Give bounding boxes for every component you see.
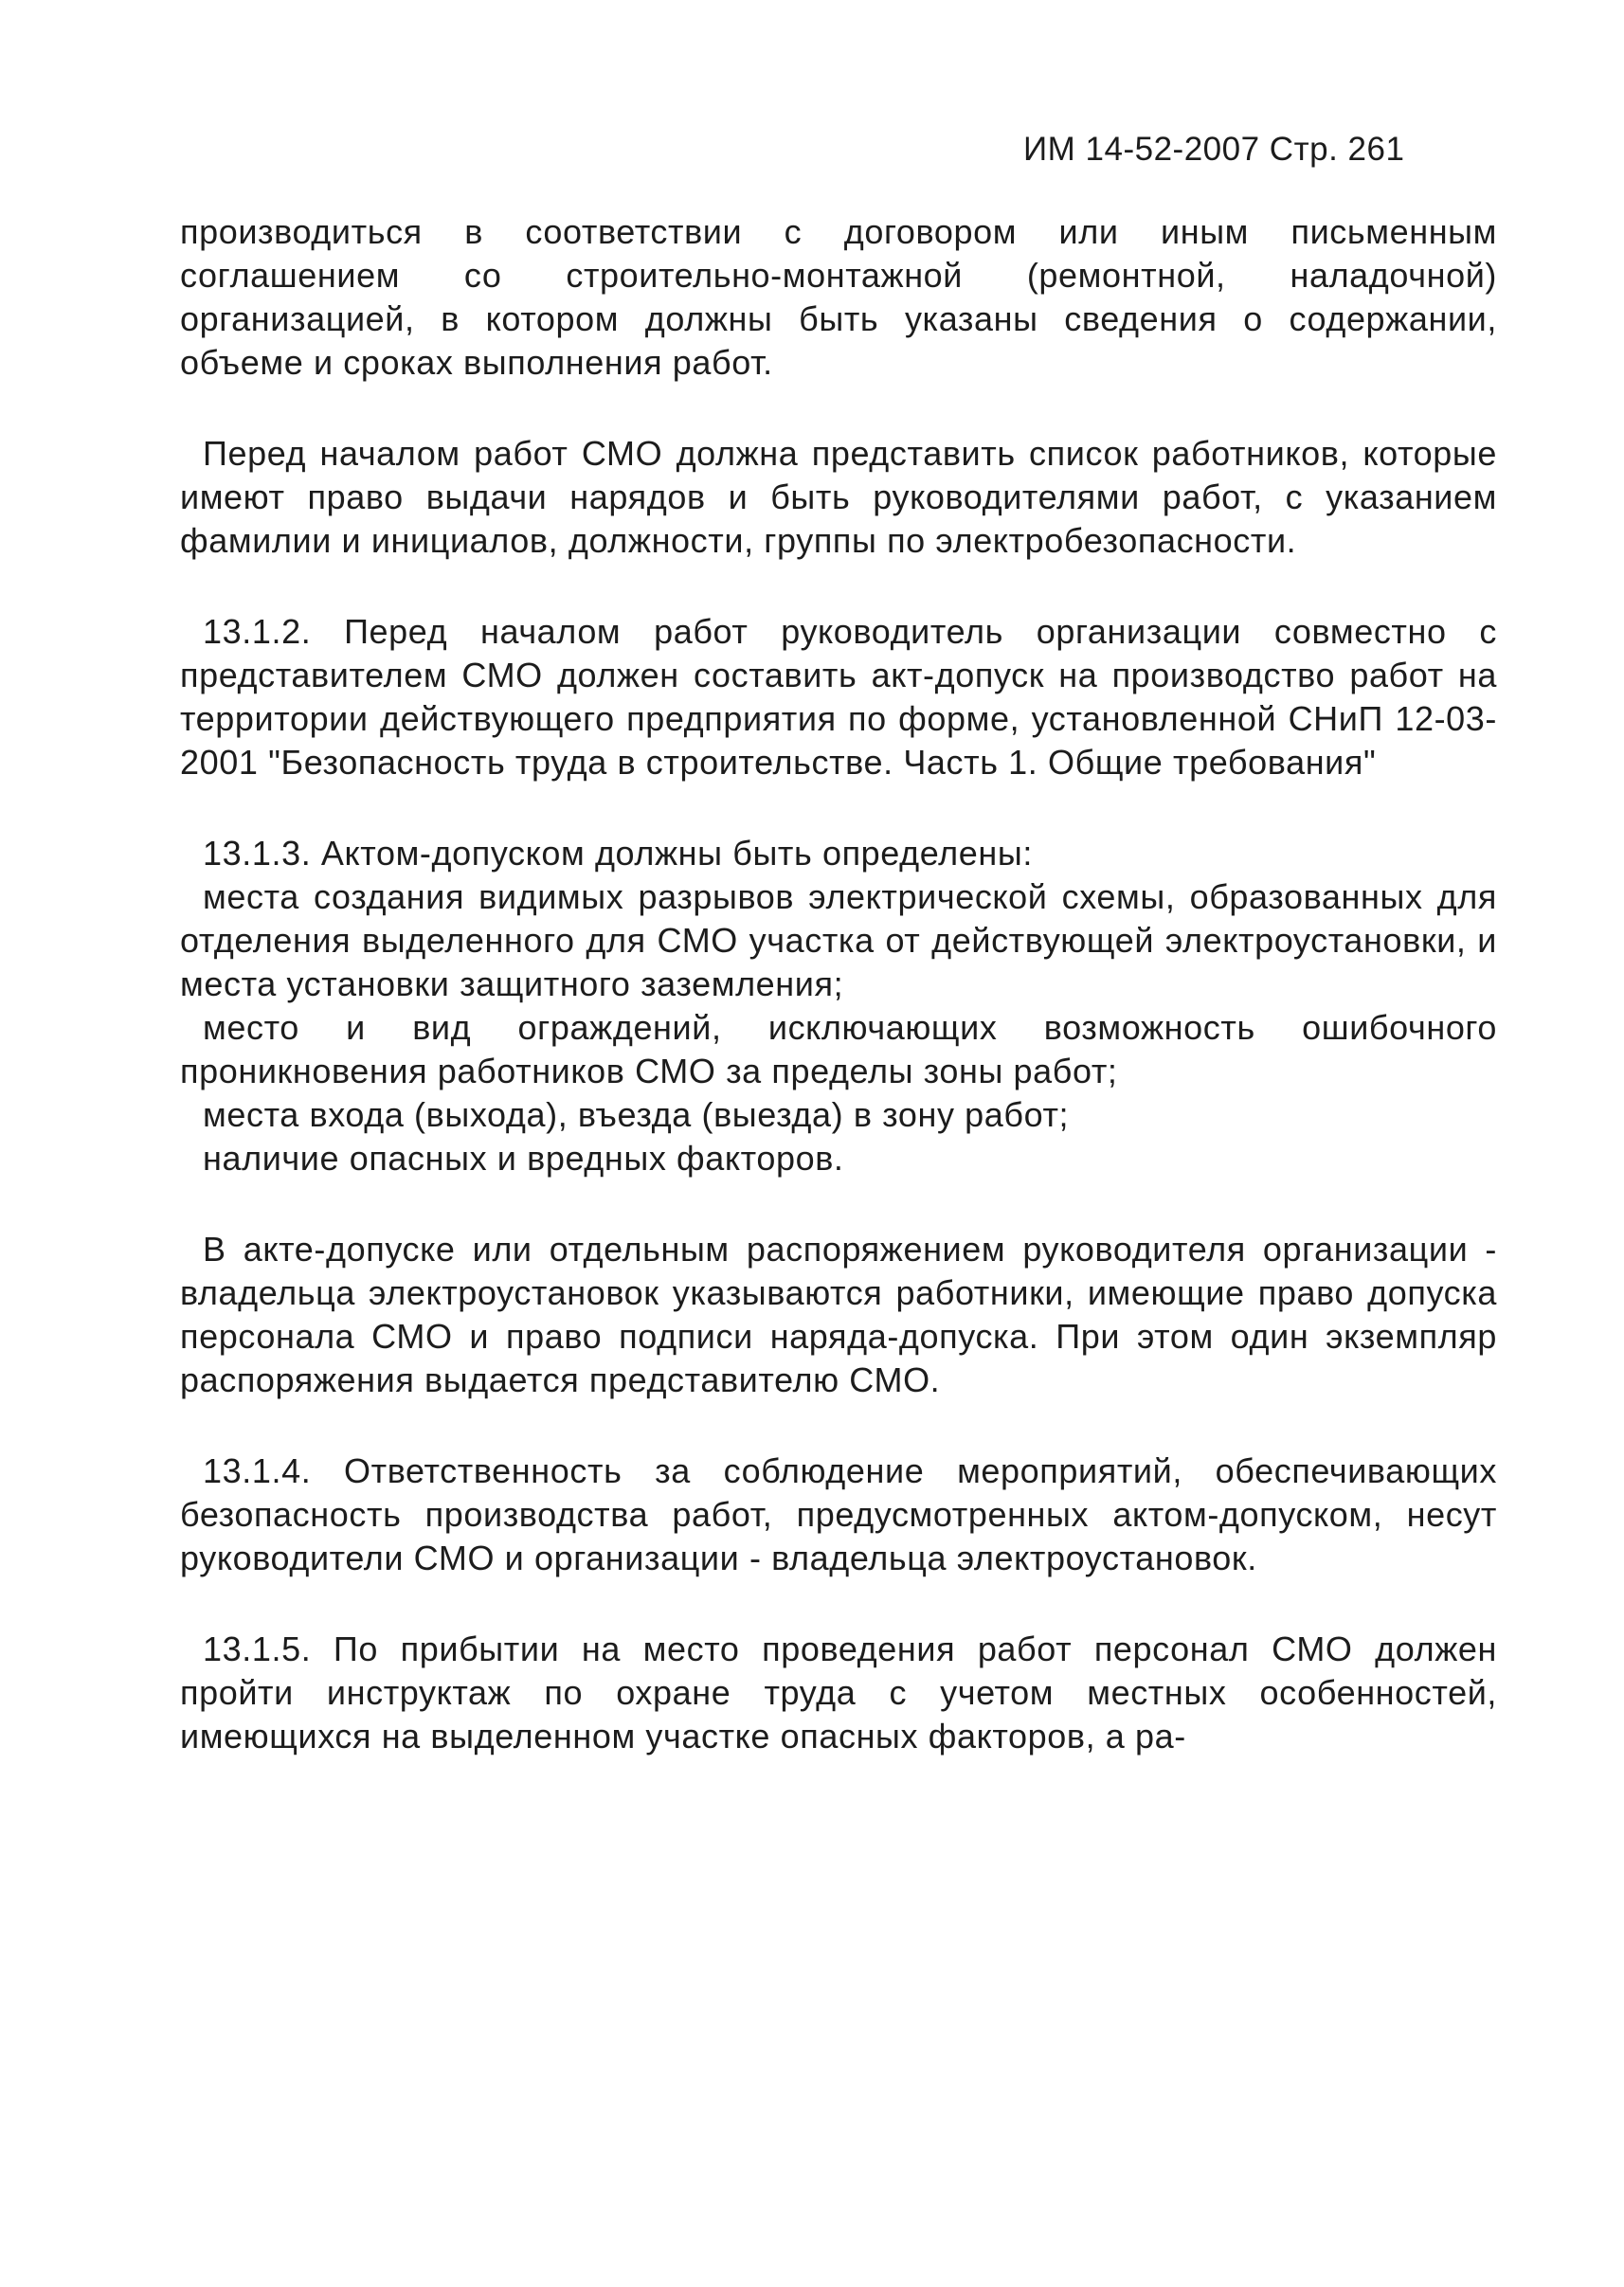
list-item-breaks: места создания видимых разрывов электрической схемы, образованных для отделения выделенного для СМО участка от действующей электроустановки, и места установки защитного заземления; — [180, 877, 1497, 1003]
list-item-fences: место и вид ограждений, исключающих возможность ошибочного проникновения работников СМО за пределы зоны работ; — [180, 1008, 1497, 1090]
paragraph-13-1-5: 13.1.5. По прибытии на место проведения работ персонал СМО должен пройти инструктаж по охране труда с учетом местных особенностей, имеющихся на выделенном участке опасных факторов, а ра- — [180, 1630, 1497, 1756]
paragraph-authorization: В акте-допуске или отдельным распоряжением руководителя организации - владельца электроустановок указываются работники, имеющие право допуска персонала СМО и право подписи наряда-допуска. При этом один экземпляр распоряжения выдается представителю СМО. — [180, 1230, 1497, 1399]
document-body — [180, 210, 1497, 1758]
paragraph-13-1-2: 13.1.2. Перед началом работ руководитель организации совместно с представителем СМО должен составить акт-допуск на производство работ на территории действующего предприятия по форме, установленной СНиП 12-03-2001 "Безопасность труда в строительстве. Часть 1. Общие требования" — [180, 612, 1497, 782]
paragraph-worker-list: Перед началом работ СМО должна представить список работников, которые имеют право выдачи нарядов и быть руководителями работ, с указанием фамилии и инициалов, должности, группы по электробезопасности. — [180, 434, 1497, 560]
paragraph-13-1-3: 13.1.3. Актом-допуском должны быть определены: — [203, 834, 1033, 873]
list-item-hazards: наличие опасных и вредных факторов. — [203, 1139, 844, 1178]
list-item-entry-points: места входа (выхода), въезда (выезда) в зону работ; — [203, 1095, 1070, 1134]
paragraph-13-1-4: 13.1.4. Ответственность за соблюдение мероприятий, обеспечивающих безопасность производства работ, предусмотренных актом-допуском, несут руководители СМО и организации - владельца электроустановок. — [180, 1451, 1497, 1577]
page-header: ИМ 14-52-2007 Стр. 261 — [1023, 131, 1405, 168]
paragraph-contract: производиться в соответствии с договором или иным письменным соглашением со строительно-монтажной (ремонтной, наладочной) организацией, в котором должны быть указаны сведения о содержании, объеме и сроках выполнения работ. — [180, 212, 1497, 382]
